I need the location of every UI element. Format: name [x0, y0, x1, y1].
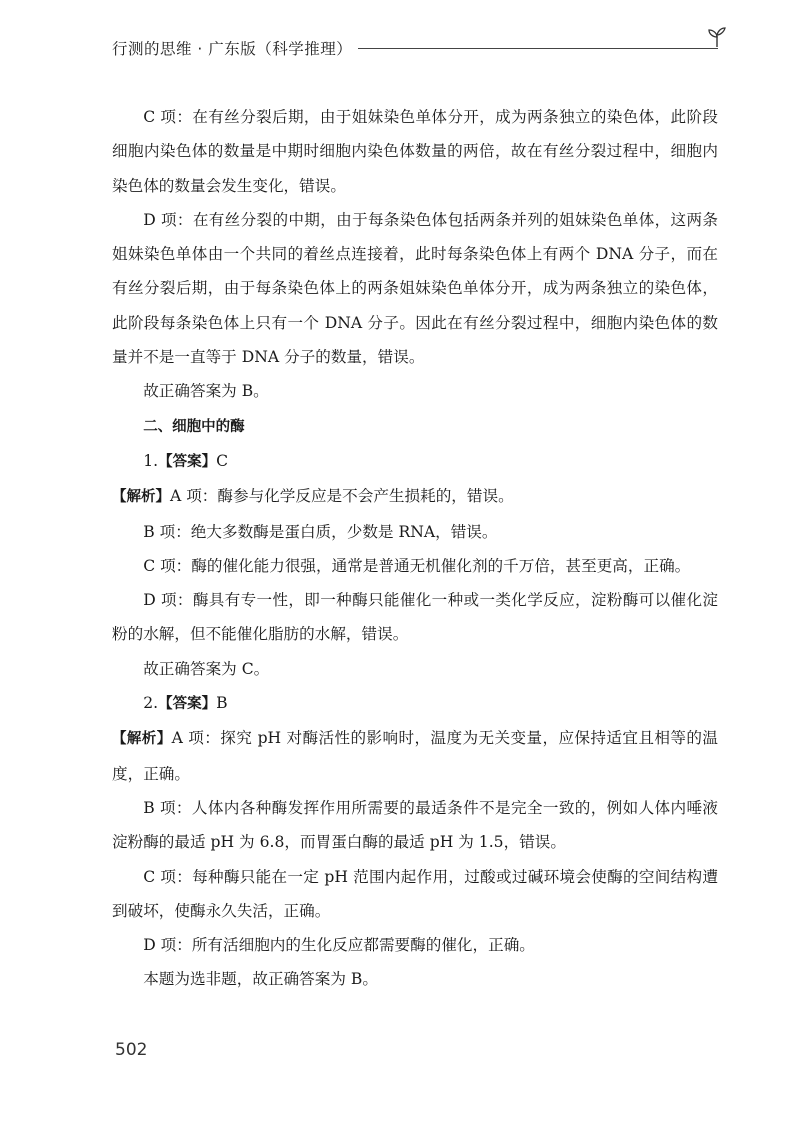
q2-conclusion: 本题为选非题，故正确答案为 B。	[143, 970, 378, 989]
section-heading	[112, 409, 718, 444]
q1-line-b: B 项：绝大多数酶是蛋白质，少数是 RNA，错误。	[143, 522, 498, 541]
header-rule	[358, 48, 718, 49]
q1-answer-line	[112, 444, 718, 479]
header-title: 行测的思维 · 广东版（科学推理）	[112, 40, 353, 58]
q1-analysis-line	[112, 479, 718, 514]
q1-answer: C	[216, 451, 229, 470]
q1-analysis-tag: 【解析】	[112, 489, 170, 506]
q2-number: 2.	[143, 694, 159, 713]
q2-line-b: B 项：人体内各种酶发挥作用所需要的最适条件不是完全一致的，例如人体内唾液淀粉酶的最适 pH 为 6.8，而胃蛋白酶的最适 pH 为 1.5，错误。	[112, 798, 718, 852]
q1-number: 1.	[143, 451, 159, 470]
q2-answer-tag: 【答案】	[158, 696, 217, 713]
q2-analysis-tag: 【解析】	[112, 731, 172, 748]
q2-analysis-first: A 项：探究 pH 对酶活性的影响时，温度为无关变量，应保持适宜且相等的温度，正确。	[112, 729, 718, 783]
q2-line-d: D 项：所有活细胞内的生化反应都需要酶的催化，正确。	[143, 936, 535, 955]
section-heading-text: 二、细胞中的酶	[143, 418, 245, 435]
q2-analysis-line	[112, 721, 718, 791]
q2-answer: B	[216, 694, 228, 713]
page-number: 502	[115, 1040, 148, 1060]
sprout-icon	[706, 26, 728, 48]
paragraph-c-option: C 项：在有丝分裂后期，由于姐妹染色单体分开，成为两条独立的染色体，此阶段细胞内染色体的数量是中期时细胞内染色体数量的两倍，故在有丝分裂过程中，细胞内染色体的数量会发生变化，错误。	[112, 108, 718, 195]
q1-conclusion: 故正确答案为 C。	[143, 659, 270, 678]
q2-line-c: C 项：每种酶只能在一定 pH 范围内起作用，过酸或过碱环境会使酶的空间结构遭到破坏，使酶永久失活，正确。	[112, 867, 718, 920]
running-header	[112, 36, 718, 60]
q2-answer-line	[112, 686, 718, 721]
q1-answer-tag: 【答案】	[158, 453, 217, 470]
paragraph-conclusion: 故正确答案为 B。	[143, 382, 269, 401]
paragraph-d-option: D 项：在有丝分裂的中期，由于每条染色体包括两条并列的姐妹染色单体，这两条姐妹染色单体由一个共同的着丝点连接着，此时每条染色体上有两个 DNA 分子，而在有丝分裂后期，由于每条染色体上的两条姐妹染色单体分开，成为两条独立的染色体，此阶段每条染色体上只有一个 DNA 分子。因此在有丝分裂过程中，细胞内染色体的数量并不是一直等于 DNA 分子的数量，错误。	[112, 210, 718, 367]
q1-line-c: C 项：酶的催化能力很强，通常是普通无机催化剂的千万倍，甚至更高，正确。	[143, 556, 691, 575]
page-body	[112, 100, 718, 997]
q1-analysis-first: A 项：酶参与化学反应是不会产生损耗的，错误。	[170, 487, 514, 506]
q1-line-d: D 项：酶具有专一性，即一种酶只能催化一种或一类化学反应，淀粉酶可以催化淀粉的水解，但不能催化脂肪的水解，错误。	[112, 591, 718, 644]
